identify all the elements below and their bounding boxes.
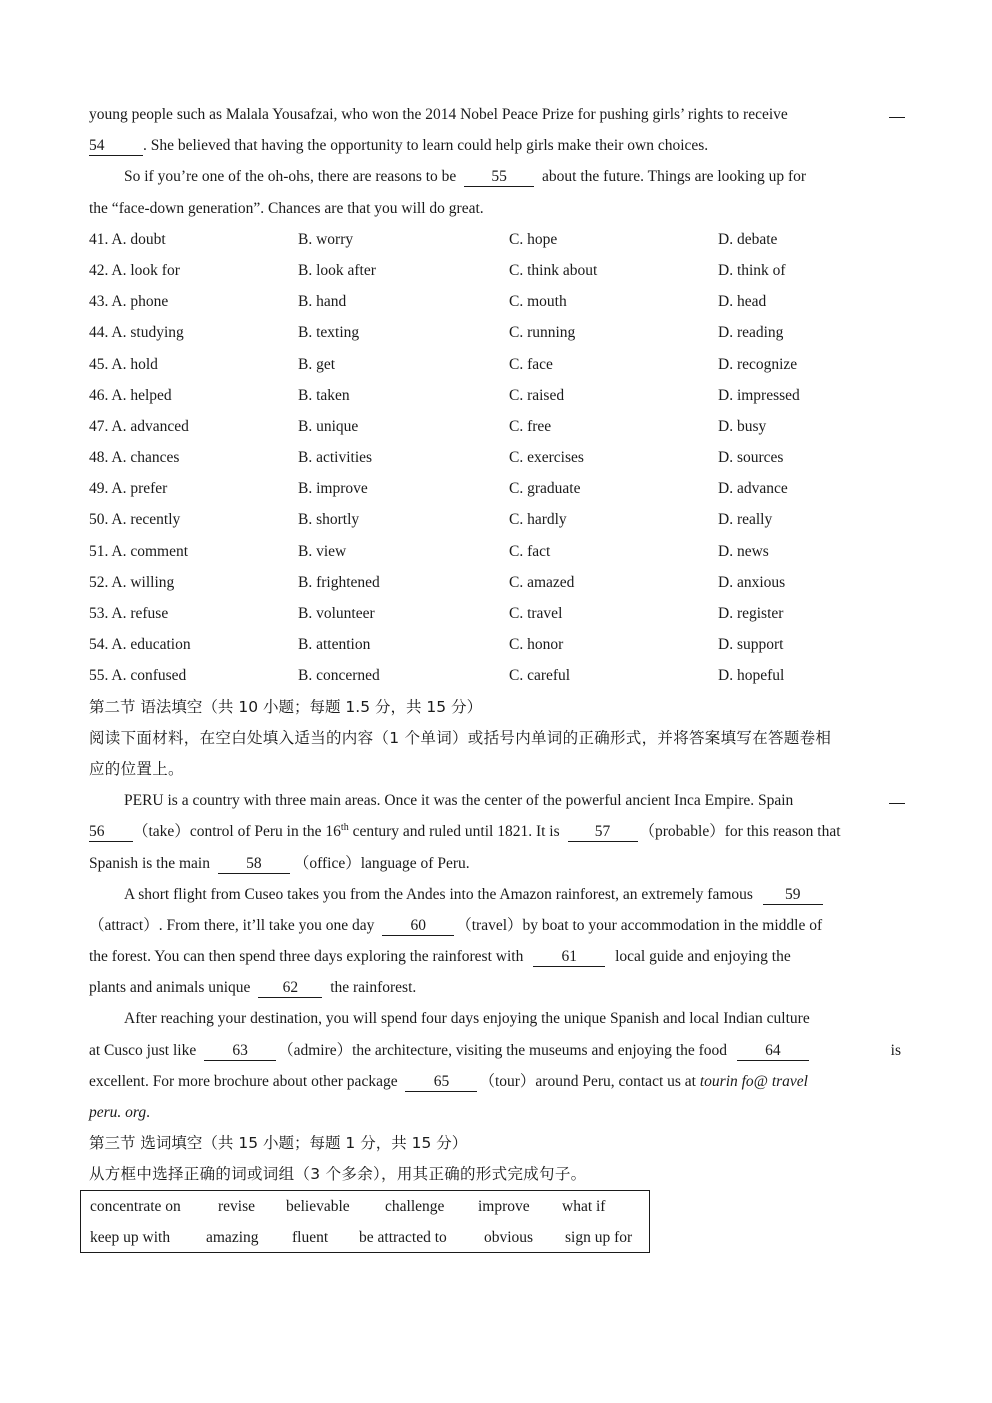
word-bank-item: improve: [478, 1198, 530, 1215]
option-a: [89, 567, 174, 598]
blank-56: [89, 823, 133, 842]
cloze-line: [89, 941, 905, 972]
question-row: [89, 349, 905, 380]
option-c: C. travel: [509, 605, 563, 622]
option-b: B. shortly: [298, 511, 360, 529]
option-b: B. worry: [298, 230, 354, 248]
cloze-text: the rainforest.: [330, 979, 417, 997]
blank-number: 56: [89, 823, 105, 841]
option-c: C. running: [509, 324, 576, 342]
blank-56-lead: [889, 785, 905, 804]
option-c: C. hardly: [509, 511, 567, 529]
option-c: C. fact: [509, 542, 551, 560]
option-d: D. sources: [718, 449, 784, 467]
question-row: [89, 504, 905, 535]
question-number: 44.: [89, 324, 109, 342]
blank-number: 63: [232, 1041, 248, 1059]
blank-60: [382, 917, 454, 936]
option-a: [89, 255, 180, 286]
option-text: A. phone: [111, 293, 169, 311]
word-bank-row: [81, 1222, 649, 1253]
word-bank-item: what if: [562, 1198, 606, 1215]
cloze-text: is: [890, 1041, 901, 1059]
passage-text: the “face-down generation”. Chances are that you will do great.: [89, 199, 484, 217]
option-c: C. careful: [509, 667, 571, 685]
passage-line: [89, 130, 905, 161]
word-bank-row: [81, 1191, 649, 1222]
blank-61: [533, 948, 605, 967]
question-row: [89, 660, 905, 691]
word-bank-item: challenge: [385, 1198, 445, 1215]
blank-number: 54: [89, 137, 105, 155]
option-b: B. look after: [298, 261, 376, 279]
option-text: A. confused: [111, 667, 187, 685]
blank-54-lead: [889, 99, 905, 118]
word-bank-item: obvious: [484, 1229, 534, 1246]
blank-number: 61: [561, 948, 577, 966]
cloze-text: local guide and enjoying the: [615, 948, 791, 966]
option-b: B. view: [298, 542, 347, 560]
question-number: 46.: [89, 386, 109, 404]
option-b: B. get: [298, 355, 336, 373]
passage-text: . She believed that having the opportunity to learn could help girls make their own choices.: [143, 137, 709, 155]
word-bank-box: [80, 1190, 650, 1253]
cloze-line: [89, 1066, 905, 1097]
option-text: A. studying: [111, 324, 184, 342]
blank-number: 59: [785, 885, 801, 903]
option-d: D. hopeful: [718, 667, 785, 685]
option-a: [89, 411, 189, 442]
question-number: 53.: [89, 605, 109, 622]
section-2-instructions: 阅读下面材料，在空白处填入适当的内容（1 个单词）或括号内单词的正确形式，并将答案填写在答题卷相: [89, 728, 832, 747]
question-row: [89, 536, 905, 567]
question-number: 51.: [89, 542, 109, 560]
option-a: [89, 442, 179, 473]
question-row: [89, 224, 905, 255]
question-number: 45.: [89, 355, 109, 373]
option-d: D. anxious: [718, 573, 786, 591]
cloze-text: the forest. You can then spend three days exploring the rainforest with: [89, 948, 524, 966]
cloze-line: [89, 785, 905, 816]
passage-text: So if you’re one of the oh-ohs, there are reasons to be: [124, 168, 457, 186]
option-a: [89, 317, 184, 348]
section-3-instructions: 从方框中选择正确的词或词组（3 个多余），用其正确的形式完成句子。: [89, 1165, 587, 1184]
cloze-text: （probable）for this reason that: [639, 823, 841, 841]
blank-number: 57: [594, 823, 611, 841]
cloze-line: [89, 879, 905, 910]
section-2-instructions: 应的位置上。: [89, 759, 184, 778]
option-c: C. amazed: [509, 573, 575, 591]
passage-text: about the future. Things are looking up for: [542, 168, 807, 186]
option-text: A. hold: [111, 355, 158, 373]
question-number: 52.: [89, 573, 109, 591]
option-a: [89, 286, 168, 317]
option-text: A. look for: [111, 261, 180, 279]
option-d: D. reading: [718, 324, 784, 342]
blank-57: [568, 823, 638, 842]
option-c: C. mouth: [509, 293, 567, 311]
question-number: 41.: [89, 230, 109, 248]
email-address: peru. org: [89, 1104, 147, 1121]
question-row: [89, 255, 905, 286]
cloze-line: [89, 1003, 905, 1034]
cloze-line: [89, 972, 905, 1003]
option-text: A. recently: [111, 511, 181, 529]
question-number: 50.: [89, 511, 109, 529]
cloze-text: （travel）by boat to your accommodation in the middle of: [456, 916, 823, 934]
blank-58: [218, 855, 290, 874]
option-d: D. news: [718, 542, 769, 560]
option-b: B. hand: [298, 293, 347, 311]
option-c: C. face: [509, 355, 553, 373]
option-b: B. improve: [298, 480, 368, 498]
question-row: [89, 411, 905, 442]
question-row: [89, 567, 905, 598]
option-b: B. unique: [298, 417, 359, 435]
option-d: D. recognize: [718, 355, 798, 373]
question-row: [89, 286, 905, 317]
blank-number: 62: [282, 979, 299, 997]
passage-line: [89, 161, 905, 192]
question-row: [89, 380, 905, 411]
cloze-line: [89, 1097, 905, 1128]
option-b: B. texting: [298, 324, 360, 342]
question-number: 49.: [89, 480, 109, 498]
passage-line: [89, 193, 905, 224]
blank-65: [405, 1073, 477, 1092]
question-number: 42.: [89, 261, 109, 279]
cloze-text: （take）control of Peru in the 16: [133, 823, 341, 841]
cloze-text: plants and animals unique: [89, 979, 251, 997]
cloze-text: A short flight from Cuseo takes you from the Andes into the Amazon rainforest, an extremely famous: [124, 885, 753, 903]
option-a: [89, 380, 172, 411]
cloze-text: excellent. For more brochure about other package: [89, 1072, 398, 1090]
passage-text: young people such as Malala Yousafzai, who won the 2014 Nobel Peace Prize for pushing girls’ rights to receive: [89, 106, 788, 123]
section-2-title: 第二节 语法填空（共 10 小题；每题 1.5 分，共 15 分）: [89, 697, 483, 716]
section-3-title: 第三节 选词填空（共 15 小题；每题 1 分，共 15 分）: [89, 1134, 468, 1153]
option-d: D. advance: [718, 480, 788, 498]
question-number: 43.: [89, 293, 109, 311]
option-c: C. honor: [509, 636, 564, 654]
option-c: C. free: [509, 417, 552, 435]
option-b: B. activities: [298, 449, 373, 467]
option-a: [89, 473, 167, 504]
superscript: th: [340, 822, 349, 834]
question-number: 47.: [89, 417, 109, 435]
cloze-text: at Cusco just like: [89, 1041, 197, 1059]
option-text: A. education: [111, 636, 191, 654]
passage-line: [89, 99, 905, 130]
option-b: B. taken: [298, 386, 350, 404]
option-a: [89, 536, 188, 567]
option-a: [89, 349, 158, 380]
cloze-line: [89, 910, 905, 941]
question-row: [89, 317, 905, 348]
option-text: A. doubt: [111, 230, 166, 248]
blank-59: [763, 886, 823, 905]
cloze-text: .: [146, 1104, 150, 1121]
blank-number: 55: [491, 168, 507, 186]
option-d: D. impressed: [718, 386, 800, 404]
option-d: D. really: [718, 511, 773, 529]
blank-number: 65: [433, 1072, 450, 1090]
option-text: A. chances: [111, 449, 180, 467]
question-row: [89, 442, 905, 473]
option-c: C. hope: [509, 230, 558, 248]
question-row: [89, 598, 905, 629]
option-c: C. think about: [509, 261, 598, 279]
option-b: B. volunteer: [298, 605, 375, 622]
question-number: 54.: [89, 636, 109, 654]
cloze-text: After reaching your destination, you will spend four days enjoying the unique Spanish and local Indian culture: [124, 1010, 810, 1028]
option-a: [89, 629, 191, 660]
word-bank-item: revise: [218, 1198, 256, 1215]
option-a: [89, 224, 166, 255]
question-number: 55.: [89, 667, 109, 685]
cloze-line: [89, 816, 905, 847]
option-d: D. debate: [718, 230, 778, 248]
option-text: A. helped: [111, 386, 172, 404]
options-list: [89, 224, 905, 692]
option-c: C. graduate: [509, 480, 581, 498]
option-b: B. attention: [298, 636, 371, 654]
word-bank-item: concentrate on: [90, 1198, 181, 1215]
word-bank-item: amazing: [206, 1229, 259, 1246]
word-bank-item: keep up with: [90, 1229, 171, 1246]
option-b: B. concerned: [298, 667, 380, 685]
cloze-text: century and ruled until 1821. It is: [348, 823, 560, 841]
option-text: A. advanced: [111, 417, 189, 435]
option-b: B. frightened: [298, 573, 380, 591]
email-address: tourin fo@ travel: [699, 1072, 808, 1090]
cloze-text: （attract）. From there, it’ll take you one day: [89, 916, 375, 934]
word-bank-item: sign up for: [565, 1229, 633, 1246]
option-d: D. busy: [718, 417, 767, 435]
option-a: [89, 598, 168, 629]
question-row: [89, 473, 905, 504]
question-number: 48.: [89, 449, 109, 467]
exam-page: [89, 99, 905, 1191]
blank-55: [464, 168, 534, 187]
option-d: D. think of: [718, 261, 786, 279]
option-text: A. prefer: [111, 480, 168, 498]
option-d: D. head: [718, 293, 767, 311]
cloze-text: （admire）the architecture, visiting the museums and enjoying the food: [278, 1041, 728, 1059]
blank-62: [258, 979, 322, 998]
blank-number: 58: [246, 854, 262, 872]
option-d: D. register: [718, 605, 784, 622]
word-bank-item: believable: [286, 1198, 350, 1215]
word-bank-item: be attracted to: [359, 1229, 447, 1246]
option-text: A. comment: [111, 542, 189, 560]
option-a: [89, 504, 180, 535]
blank-number: 60: [410, 916, 426, 934]
option-text: A. willing: [111, 573, 175, 591]
option-d: D. support: [718, 636, 784, 654]
blank-54: [89, 137, 143, 156]
blank-number: 64: [765, 1041, 781, 1059]
cloze-line: [89, 1035, 905, 1066]
cloze-text: （office）language of Peru.: [293, 854, 470, 872]
cloze-text: （tour）around Peru, contact us at: [479, 1072, 696, 1090]
blank-63: [204, 1042, 276, 1061]
option-c: C. raised: [509, 386, 565, 404]
cloze-text: Spanish is the main: [89, 854, 210, 872]
option-a: [89, 660, 186, 691]
option-text: A. refuse: [111, 605, 169, 622]
blank-64: [737, 1042, 809, 1061]
cloze-text: PERU is a country with three main areas. Once it was the center of the powerful ancient Inca Empire. Spain: [124, 792, 794, 810]
question-row: [89, 629, 905, 660]
cloze-line: [89, 848, 905, 879]
option-c: C. exercises: [509, 449, 584, 467]
word-bank-item: fluent: [292, 1229, 329, 1246]
